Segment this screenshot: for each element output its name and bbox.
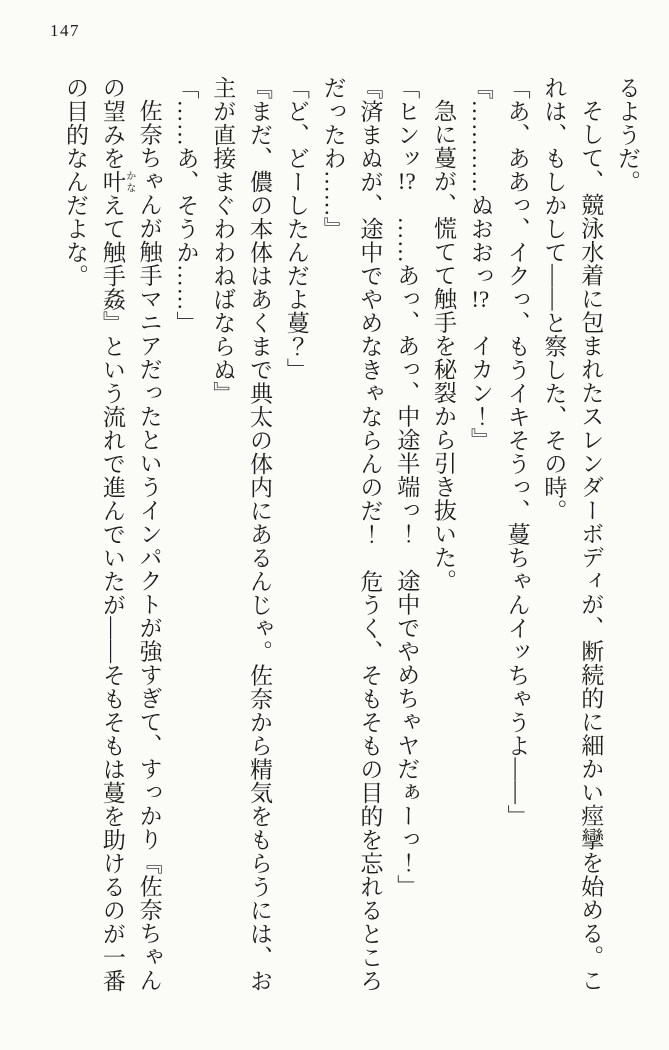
paragraph-2: そして、競泳水着に包まれたスレンダーボディが、断続的に細かい痙攣を始める。これは、もしかして――と察した、その時。 bbox=[541, 76, 604, 992]
ruby-annotated-word: 叶 かな bbox=[99, 170, 135, 194]
paragraph-8: 「ど、どーしたんだよ蔓？」 bbox=[283, 76, 309, 382]
paragraph-7: 『済まぬが、途中でやめなきゃならんのだ！ 危うく、そもそもの目的を忘れるところだったわ……』 bbox=[320, 76, 383, 993]
paragraph-5: 急に蔓が、慌てて触手を秘裂から引き抜いた。 bbox=[431, 99, 457, 593]
exclamation-question-mark: !? bbox=[397, 170, 416, 193]
paragraph-11: 佐奈ちゃんが触手マニアだったというインパクトが強すぎて、すっかり『佐奈ちゃんの望みを叶 かなえて触手姦』という流れで進んでいたが――そもそもは蔓を助けるのが一番の目的なんだよな。 bbox=[63, 76, 162, 993]
paragraph-4: 『…………ぬおおっ!? イカン！』 bbox=[467, 76, 493, 452]
page-number: 147 bbox=[50, 21, 80, 40]
paragraph-3: 「あ、ああっ、イクっ、もうイキそうっ、蔓ちゃんイッちゃうよ――」 bbox=[504, 76, 530, 828]
paragraph-1: るようだ。 bbox=[615, 76, 640, 194]
paragraph-6: 「ヒンッ!? ……あっ、あっ、中途半端っ！ 途中でやめちゃヤだぁーっ！」 bbox=[394, 76, 420, 898]
paragraph-9: 『まだ、儂の本体はあくまで典太の体内にあるんじゃ。佐奈から精気をもらうには、お主が直接まぐわわねばならぬ』 bbox=[210, 76, 273, 993]
paragraph-10: 「……あ、そうか……」 bbox=[173, 76, 199, 335]
exclamation-question-mark: !? bbox=[471, 287, 490, 311]
page-text bbox=[56, 76, 645, 1008]
